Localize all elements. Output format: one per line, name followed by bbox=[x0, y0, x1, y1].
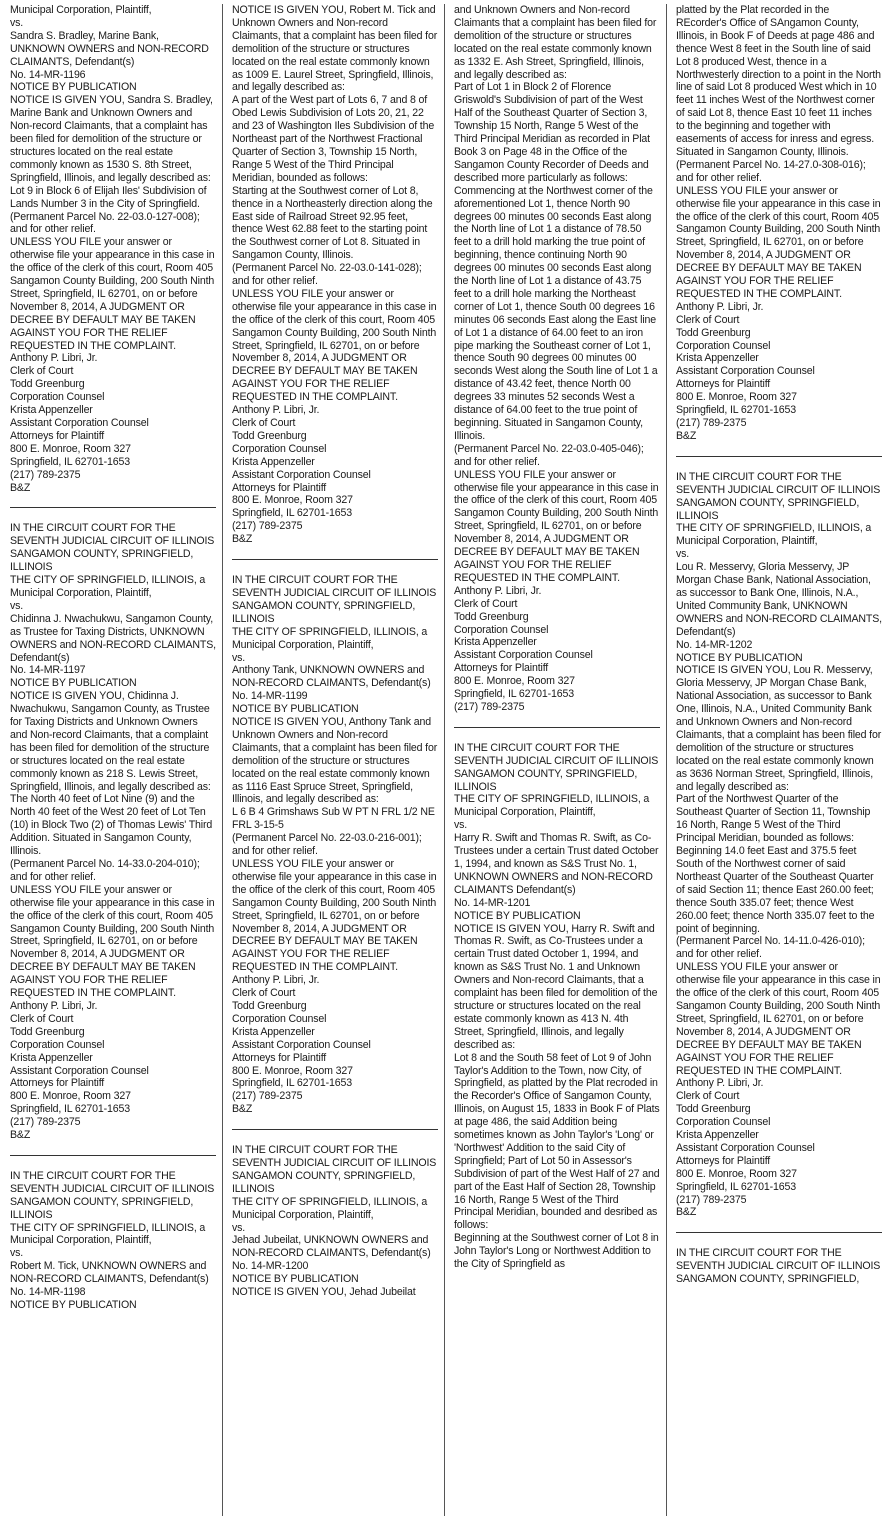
notice-divider bbox=[10, 1155, 216, 1156]
column-2 bbox=[232, 4, 438, 1516]
notice-block: IN THE CIRCUIT COURT FOR THE SEVENTH JUDICIAL CIRCUIT OF ILLINOIS SANGAMON COUNTY, SPRINGFIELD, ILLINOIS THE CITY OF SPRINGFIELD, ILLINOIS, a Municipal Corporation, Plaintiff, vs. Chidinna J. Nwachukwu, Sangamon County, as Trustee for Taxing Districts, UNKNOWN OWNERS and NON-RECORD CLAIMANTS, Defendant(s) No. 14-MR-1197 NOTICE BY PUBLICATION NOTICE IS GIVEN YOU, Chidinna J. Nwachukwu, Sangamon County, as Trustee for Taxing Districts and Unknown Owners and Non-record Claimants, that a complaint has been filed for demolition of the structure or structures located on the real estate commonly known as 218 S. Lewis Street, Springfield, Illinois, and legally described as: The North 40 feet of Lot Nine (9) and the North 40 feet of the West 20 feet of Lot Ten (10) in Block Two (2) of Thomas Lewis' Third Addition. Situated in Sangamon County, Illinois. (Permanent Parcel No. 14-33.0-204-010); and for other relief. UNLESS YOU FILE your answer or otherwise file your appearance in this case in the office of the clerk of this court, Room 405 Sangamon County Building, 200 South Ninth Street, Springfield, IL 62701, on or before November 8, 2014, A JUDGMENT OR DECREE BY DEFAULT MAY BE TAKEN AGAINST YOU FOR THE RELIEF REQUESTED IN THE COMPLAINT. Anthony P. Libri, Jr. Clerk of Court Todd Greenburg Corporation Counsel Krista Appenzeller Assistant Corporation Counsel Attorneys for Plaintiff 800 E. Monroe, Room 327 Springfield, IL 62701-1653 (217) 789-2375 B&Z bbox=[10, 522, 216, 1142]
column-rule bbox=[222, 4, 223, 1516]
column-1 bbox=[10, 4, 216, 1516]
notice-block: IN THE CIRCUIT COURT FOR THE SEVENTH JUDICIAL CIRCUIT OF ILLINOIS SANGAMON COUNTY, SPRINGFIELD, ILLINOIS THE CITY OF SPRINGFIELD, ILLINOIS, a Municipal Corporation, Plaintiff, vs. Anthony Tank, UNKNOWN OWNERS and NON-RECORD CLAIMANTS, Defendant(s) No. 14-MR-1199 NOTICE BY PUBLICATION NOTICE IS GIVEN YOU, Anthony Tank and Unknown Owners and Non-record Claimants, that a complaint has been filed for demolition of the structure or structures located on the real estate commonly known as 1116 East Spruce Street, Springfield, Illinois, and legally described as: L 6 B 4 Grimshaws Sub W PT N FRL 1/2 NE FRL 3-15-5 (Permanent Parcel No. 22-03.0-216-001); and for other relief. UNLESS YOU FILE your answer or otherwise file your appearance in this case in the office of the clerk of this court, Room 405 Sangamon County Building, 200 South Ninth Street, Springfield, IL 62701, on or before November 8, 2014, A JUDGMENT OR DECREE BY DEFAULT MAY BE TAKEN AGAINST YOU FOR THE RELIEF REQUESTED IN THE COMPLAINT. Anthony P. Libri, Jr. Clerk of Court Todd Greenburg Corporation Counsel Krista Appenzeller Assistant Corporation Counsel Attorneys for Plaintiff 800 E. Monroe, Room 327 Springfield, IL 62701-1653 (217) 789-2375 B&Z bbox=[232, 574, 438, 1116]
notice-block: IN THE CIRCUIT COURT FOR THE SEVENTH JUDICIAL CIRCUIT OF ILLINOIS SANGAMON COUNTY, SPRINGFIELD, ILLINOIS THE CITY OF SPRINGFIELD, ILLINOIS, a Municipal Corporation, Plaintiff, vs. Lou R. Messervy, Gloria Messervy, JP Morgan Chase Bank, National Association, as successor to Bank One, Illinois, N.A., United Community Bank, UNKNOWN OWNERS and NON-RECORD CLAIMANTS, Defendant(s) No. 14-MR-1202 NOTICE BY PUBLICATION NOTICE IS GIVEN YOU, Lou R. Messervy, Gloria Messervy, JP Morgan Chase Bank, National Association, as successor to Bank One, Illinois, N.A., United Community Bank and Unknown Owners and Non-record Claimants, that a complaint has been filed for demolition of the structure or structures located on the real estate commonly known as 3636 Norman Street, Springfield, Illinois, and legally described as: Part of the Northwest Quarter of the Southeast Quarter of Section 11, Township 16 North, Range 5 West of the Third Principal Meridian, bounded as follows: Beginning 14.0 feet East and 375.5 feet South of the Northwest corner of said Northeast Quarter of the Southeast Quarter of said Section 11; thence East 260.00 feet; thence South 335.07 feet; thence West 260.00 feet; thence North 335.07 feet to the point of beginning. (Permanent Parcel No. 14-11.0-426-010); and for other relief. UNLESS YOU FILE your answer or otherwise file your appearance in this case in the office of the clerk of this court, Room 405 Sangamon County Building, 200 South Ninth Street, Springfield, IL 62701, on or before November 8, 2014, A JUDGMENT OR DECREE BY DEFAULT MAY BE TAKEN AGAINST YOU FOR THE RELIEF REQUESTED IN THE COMPLAINT. Anthony P. Libri, Jr. Clerk of Court Todd Greenburg Corporation Counsel Krista Appenzeller Assistant Corporation Counsel Attorneys for Plaintiff 800 E. Monroe, Room 327 Springfield, IL 62701-1653 (217) 789-2375 B&Z bbox=[676, 470, 882, 1219]
notice-divider bbox=[454, 727, 660, 728]
notice-divider bbox=[676, 456, 882, 457]
notice-block: platted by the Plat recorded in the REcorder's Office of SAngamon County, Illinois, in Book F of Deeds at page 486 and thence West 8 feet in the South line of said Lot 8 produced West, thence in a Northwesterly direction to a point in the North line of said Lot 8 produced West which in 10 feet 11 inches West of the Northwest corner of said Lot 8, thence East 10 feet 11 inches to the beginning and together with easements of access for inress and egress. Situated in Sangamon County, Illinois. (Permanent Parcel No. 14-27.0-308-016); and for other relief. UNLESS YOU FILE your answer or otherwise file your appearance in this case in the office of the clerk of this court, Room 405 Sangamon County Building, 200 South Ninth Street, Springfield, IL 62701, on or before November 8, 2014, A JUDGMENT OR DECREE BY DEFAULT MAY BE TAKEN AGAINST YOU FOR THE RELIEF REQUESTED IN THE COMPLAINT. Anthony P. Libri, Jr. Clerk of Court Todd Greenburg Corporation Counsel Krista Appenzeller Assistant Corporation Counsel Attorneys for Plaintiff 800 E. Monroe, Room 327 Springfield, IL 62701-1653 (217) 789-2375 B&Z bbox=[676, 4, 881, 442]
notice-divider bbox=[232, 559, 438, 560]
notice-divider bbox=[232, 1129, 438, 1130]
notice-block: Municipal Corporation, Plaintiff, vs. Sandra S. Bradley, Marine Bank, UNKNOWN OWNERS and NON-RECORD CLAIMANTS, Defendant(s) No. 14-MR-1196 NOTICE BY PUBLICATION NOTICE IS GIVEN YOU, Sandra S. Bradley, Marine Bank and Unknown Owners and Non-record Claimants, that a complaint has been filed for demolition of the structure or structures located on the real estate commonly known as 1530 S. 8th Street, Springfield, Illinois, and legally described as: Lot 9 in Block 6 of Elijah Iles' Subdivision of Lands Number 3 in the City of Springfield. (Permanent Parcel No. 22-03.0-127-008); and for other relief. UNLESS YOU FILE your answer or otherwise file your appearance in this case in the office of the clerk of this court, Room 405 Sangamon County Building, 200 South Ninth Street, Springfield, IL 62701, on or before November 8, 2014, A JUDGMENT OR DECREE BY DEFAULT MAY BE TAKEN AGAINST YOU FOR THE RELIEF REQUESTED IN THE COMPLAINT. Anthony P. Libri, Jr. Clerk of Court Todd Greenburg Corporation Counsel Krista Appenzeller Assistant Corporation Counsel Attorneys for Plaintiff 800 E. Monroe, Room 327 Springfield, IL 62701-1653 (217) 789-2375 B&Z bbox=[10, 4, 215, 494]
notice-block: IN THE CIRCUIT COURT FOR THE SEVENTH JUDICIAL CIRCUIT OF ILLINOIS SANGAMON COUNTY, SPRINGFIELD, ILLINOIS THE CITY OF SPRINGFIELD, ILLINOIS, a Municipal Corporation, Plaintiff, vs. Robert M. Tick, UNKNOWN OWNERS and NON-RECORD CLAIMANTS, Defendant(s) No. 14-MR-1198 NOTICE BY PUBLICATION bbox=[10, 1169, 215, 1311]
notice-block: and Unknown Owners and Non-record Claimants that a complaint has been filed for demolition of the structure or structures located on the real estate commonly known as 1332 E. Ash Street, Springfield, Illinois, and legally described as: Part of Lot 1 in Block 2 of Florence Griswold's Subdivision of part of the West Half of the Southeast Quarter of Section 3, Township 15 North, Range 5 West of the Third Principal Meridian as recorded in Plat Book 3 on Page 48 in the Office of the Sangamon County Recorder of Deeds and described more particularly as follows: Commencing at the Northwest corner of the aforementioned Lot 1, thence North 90 degrees 00 minutes 00 seconds East along the North line of Lot 1 a distance of 78.50 feet to a drill hold marking the true point of beginning, thence continuing North 90 degrees 00 minutes 00 seconds East along the North line of Lot 1 a distance of 43.75 feet to a drill hole marking the Northeast corner of Lot 1, thence South 00 degrees 16 minutes 06 seconds East along the East line of Lot 1 a distance of 64.00 feet to an iron pipe marking the Southeast corner of Lot 1, thence South 90 degrees 00 minutes 00 seconds West along the South line of Lot 1 a distance of 43.42 feet, thence North 00 degrees 33 minutes 52 seconds West a distance of 64.00 feet to the true point of beginning. Situated in Sangamon County, Illinois. (Permanent Parcel No. 22-03.0-405-046); and for other relief. UNLESS YOU FILE your answer or otherwise file your appearance in this case in the office of the clerk of this court, Room 405 Sangamon County Building, 200 South Ninth Street, Springfield, IL 62701, on or before November 8, 2014, A JUDGMENT OR DECREE BY DEFAULT MAY BE TAKEN AGAINST YOU FOR THE RELIEF REQUESTED IN THE COMPLAINT. Anthony P. Libri, Jr. Clerk of Court Todd Greenburg Corporation Counsel Krista Appenzeller Assistant Corporation Counsel Attorneys for Plaintiff 800 E. Monroe, Room 327 Springfield, IL 62701-1653 (217) 789-2375 bbox=[454, 4, 659, 713]
notice-block: IN THE CIRCUIT COURT FOR THE SEVENTH JUDICIAL CIRCUIT OF ILLINOIS SANGAMON COUNTY, SPRINGFIELD, ILLINOIS THE CITY OF SPRINGFIELD, ILLINOIS, a Municipal Corporation, Plaintiff, vs. Harry R. Swift and Thomas R. Swift, as Co-Trustees under a certain Trust dated October 1, 1994, and known as S&S Trust No. 1, UNKNOWN OWNERS and NON-RECORD CLAIMANTS Defendant(s) No. 14-MR-1201 NOTICE BY PUBLICATION NOTICE IS GIVEN YOU, Harry R. Swift and Thomas R. Swift, as Co-Trustees under a certain Trust dated October 1, 1994, and known as S&S Trust No. 1 and Unknown Owners and Non-record Claimants, that a complaint has been filed for demolition of the structure or structures located on the real estate commonly known as 413 N. 4th Street, Springfield, Illinois, and legally described as: Lot 8 and the South 58 feet of Lot 9 of John Taylor's Addition to the Town, now City, of Springfield, as platted by the Plat recroded in the Recorder's Office of Sangamon County, Illinois, on August 15, 1833 in Book F of Plats at page 486, the said Addition being sometimes known as John Taylor's 'Long' or 'Northwest' Addition to the said City of Springfield; Part of Lot 50 in Assessor's Subdivision of part of the West Half of 27 and part of the East Half of Section 28, Township 16 North, Range 5 West of the Third Principal Meridian, bounded and desribed as follows: Beginning at the Southwest corner of Lot 8 in John Taylor's Long or Northwest Addition to the City of Springfield as bbox=[454, 741, 660, 1271]
column-rule bbox=[666, 4, 667, 1516]
column-rule bbox=[444, 4, 445, 1516]
notice-block: IN THE CIRCUIT COURT FOR THE SEVENTH JUDICIAL CIRCUIT OF ILLINOIS SANGAMON COUNTY, SPRINGFIELD, bbox=[676, 1247, 881, 1286]
notice-divider bbox=[676, 1232, 882, 1233]
notice-divider bbox=[10, 507, 216, 508]
notice-block: IN THE CIRCUIT COURT FOR THE SEVENTH JUDICIAL CIRCUIT OF ILLINOIS SANGAMON COUNTY, SPRINGFIELD, ILLINOIS THE CITY OF SPRINGFIELD, ILLINOIS, a Municipal Corporation, Plaintiff, vs. Jehad Jubeilat, UNKNOWN OWNERS and NON-RECORD CLAIMANTS, Defendant(s) No. 14-MR-1200 NOTICE BY PUBLICATION NOTICE IS GIVEN YOU, Jehad Jubeilat bbox=[232, 1144, 437, 1299]
notice-block: NOTICE IS GIVEN YOU, Robert M. Tick and Unknown Owners and Non-record Claimants, that a complaint has been filed for demolition of the structure or structures located on the real estate commonly known as 1009 E. Laurel Street, Springfield, Illinois, and legally described as: A part of the West part of Lots 6, 7 and 8 of Obed Lewis Subdivision of Lots 20, 21, 22 and 23 of Washington Iles Subdivision of the Northeast part of the Northwest Fractional Quarter of Section 3, Township 15 North, Range 5 West of the Third Principal Meridian, bounded as follows: Starting at the Southwest corner of Lot 8, thence in a Northeasterly direction along the East side of Railroad Street 92.95 feet, thence West 62.88 feet to the starting point the Southwest corner of Lot 8. Situated in Sangamon County, Illinois. (Permanent Parcel No. 22-03.0-141-028); and for other relief. UNLESS YOU FILE your answer or otherwise file your appearance in this case in the office of the clerk of this court, Room 405 Sangamon County Building, 200 South Ninth Street, Springfield, IL 62701, on or before November 8, 2014, A JUDGMENT OR DECREE BY DEFAULT MAY BE TAKEN AGAINST YOU FOR THE RELIEF REQUESTED IN THE COMPLAINT. Anthony P. Libri, Jr. Clerk of Court Todd Greenburg Corporation Counsel Krista Appenzeller Assistant Corporation Counsel Attorneys for Plaintiff 800 E. Monroe, Room 327 Springfield, IL 62701-1653 (217) 789-2375 B&Z bbox=[232, 4, 438, 546]
column-3 bbox=[454, 4, 660, 1516]
column-4 bbox=[676, 4, 882, 1516]
